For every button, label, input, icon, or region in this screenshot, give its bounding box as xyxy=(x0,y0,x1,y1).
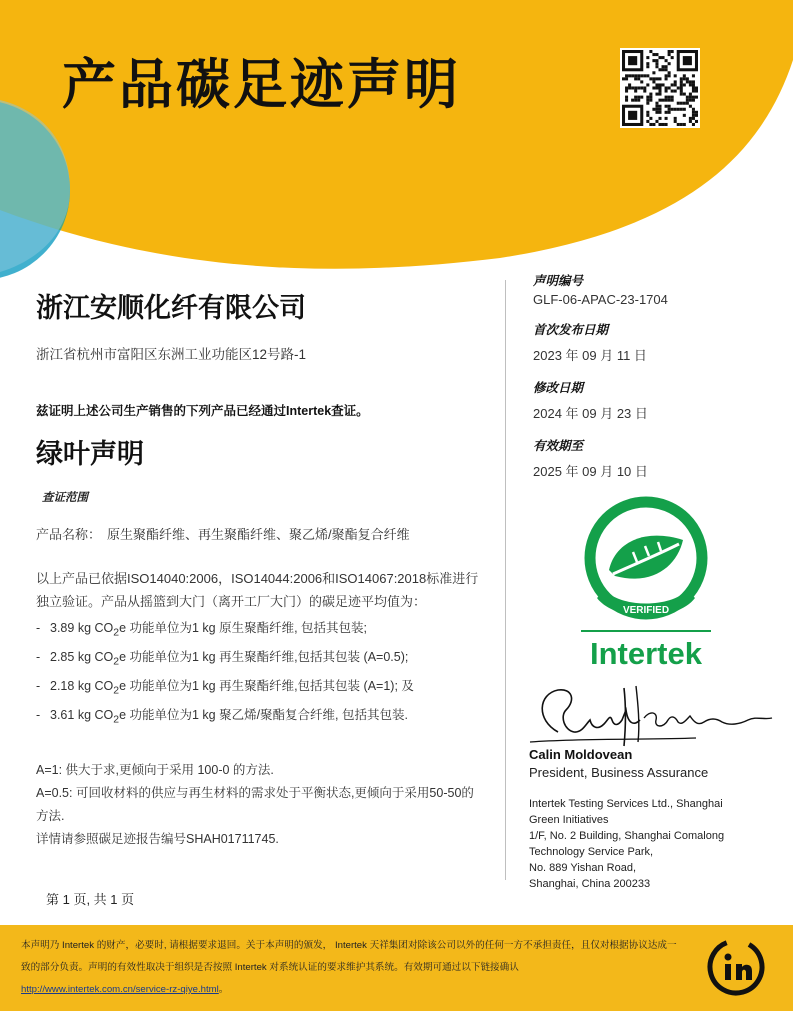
office-address xyxy=(529,796,759,892)
office-line: 1/F, No. 2 Building, Shanghai Comalong xyxy=(529,830,725,842)
footprint-list xyxy=(36,621,496,737)
office-line: No. 889 Yishan Road, xyxy=(529,862,637,874)
footprint-subscript: 2 xyxy=(113,685,120,697)
product-label: 产品名称： xyxy=(36,527,102,542)
signature-image xyxy=(526,680,778,750)
footer xyxy=(0,925,793,1011)
declaration-subtitle: 绿叶声明 xyxy=(36,439,144,470)
product-line xyxy=(36,524,410,543)
statement-no-label: 声明编号 xyxy=(533,274,584,288)
footprint-subscript: 2 xyxy=(113,627,120,639)
footprint-item: - 3.89 kg $CO_2e$ 功能单位为1 kg 原生聚酯纤维, 包括其包装; xyxy=(36,621,368,639)
footprint-subscript: 2 xyxy=(113,714,120,726)
intertek-circle-logo-icon xyxy=(706,937,766,997)
product-value: 原生聚酯纤维、再生聚酯纤维、聚乙烯/聚酯复合纤维 xyxy=(107,527,410,542)
footprint-suffix: e xyxy=(119,679,127,693)
footprint-item: - 3.61 kg $CO_2e$ 功能单位为1 kg 聚乙烯/聚酯复合纤维, 包括其包装. xyxy=(36,708,408,726)
footprint-value: 2.85 xyxy=(50,650,75,664)
verification-paragraph: 以上产品已依据ISO14040:2006，ISO14044:2006和ISO14067:2018标准进行独立验证。产品从摇篮到大门（离开工厂大门）的碳足迹平均值为： xyxy=(36,571,479,609)
footprint-text: 功能单位为1 kg 原生聚酯纤维, 包括其包装; xyxy=(126,621,368,635)
verified-text: VERIFIED xyxy=(622,605,670,616)
footprint-value: 3.89 xyxy=(50,621,75,635)
report-reference: 详情请参照碳足迹报告编号SHAH01711745. xyxy=(36,832,279,846)
footprint-suffix: e xyxy=(119,621,127,635)
first-issue-date: 2023 年 09 月 11 日 xyxy=(533,348,647,363)
notes xyxy=(36,759,476,851)
note-a1: A=1: 供大于求,更倾向于采用 100-0 的方法. xyxy=(36,763,274,777)
scope-label: 查证范围 xyxy=(42,492,88,504)
footprint-subscript: 2 xyxy=(113,656,120,668)
signer-name: Calin Moldovean xyxy=(529,747,633,762)
intertek-verified-logo xyxy=(575,494,717,670)
footer-disclaimer xyxy=(21,935,681,1001)
footprint-unit: kg CO xyxy=(77,708,114,722)
office-line: Green Initiatives xyxy=(529,814,609,826)
valid-until-date: 2025 年 09 月 10 日 xyxy=(533,464,648,479)
qr-code-image xyxy=(622,50,698,126)
qr-code xyxy=(620,48,700,128)
footprint-unit: kg CO xyxy=(77,650,114,664)
note-a05: A=0.5: 可回收材料的供应与再生材料的需求处于平衡状态,更倾向于采用50-50的方法. xyxy=(36,786,474,823)
revision-label: 修改日期 xyxy=(533,381,584,395)
verification-link[interactable]: http://www.intertek.com.cn/service-rz-qiye.html xyxy=(21,984,219,995)
column-divider xyxy=(505,280,506,880)
company-address: 浙江省杭州市富阳区东洲工业功能区12号路-1 xyxy=(36,347,307,362)
footprint-text: 功能单位为1 kg 再生聚酯纤维,包括其包装 (A=0.5); xyxy=(126,650,409,664)
footprint-unit: kg CO xyxy=(77,621,114,635)
intertek-wordmark: Intertek xyxy=(590,636,702,670)
disclaimer-text: 本声明乃 Intertek 的财产，必要时, 请根据要求退回。关于本声明的颁发， Intertek 天祥集团对除该公司以外的任何一方不承担责任，且仅对根据协议达成一致的部分负责。声明的有效性取决于组织是否按照 Intertek 对系统认证的要求维护其系统。有效期可通过以下链接确认 xyxy=(21,940,677,973)
footprint-text: 功能单位为1 kg 再生聚酯纤维,包括其包装 (A=1); 及 xyxy=(126,679,414,693)
disclaimer-end: 。 xyxy=(218,984,229,995)
footprint-suffix: e xyxy=(119,708,127,722)
footprint-value: 2.18 xyxy=(50,679,75,693)
signer-title: President, Business Assurance xyxy=(529,765,709,780)
office-line: Intertek Testing Services Ltd., Shanghai xyxy=(529,798,723,810)
office-line: Technology Service Park, xyxy=(529,846,654,858)
revision-date: 2024 年 09 月 23 日 xyxy=(533,406,648,421)
footprint-unit: kg CO xyxy=(77,679,114,693)
office-line: Shanghai, China 200233 xyxy=(529,878,651,890)
valid-until-label: 有效期至 xyxy=(533,439,584,453)
page-number: 第 1 页, 共 1 页 xyxy=(46,892,135,907)
footprint-suffix: e xyxy=(119,650,127,664)
footprint-text: 功能单位为1 kg 聚乙烯/聚酯复合纤维, 包括其包装. xyxy=(126,708,408,722)
footprint-item: - 2.18 kg $CO_2e$ 功能单位为1 kg 再生聚酯纤维,包括其包装 (A=1); 及 xyxy=(36,679,414,697)
footprint-item: - 2.85 kg $CO_2e$ 功能单位为1 kg 再生聚酯纤维,包括其包装 (A=0.5); xyxy=(36,650,409,668)
certification-statement: 兹证明上述公司生产销售的下列产品已经通过Intertek查证。 xyxy=(36,404,369,418)
first-issue-label: 首次发布日期 xyxy=(533,323,609,337)
company-name: 浙江安顺化纤有限公司 xyxy=(36,293,306,324)
footprint-value: 3.61 xyxy=(50,708,75,722)
page-title: 产品碳足迹声明 xyxy=(62,53,461,116)
statement-no: GLF-06-APAC-23-1704 xyxy=(533,292,668,307)
